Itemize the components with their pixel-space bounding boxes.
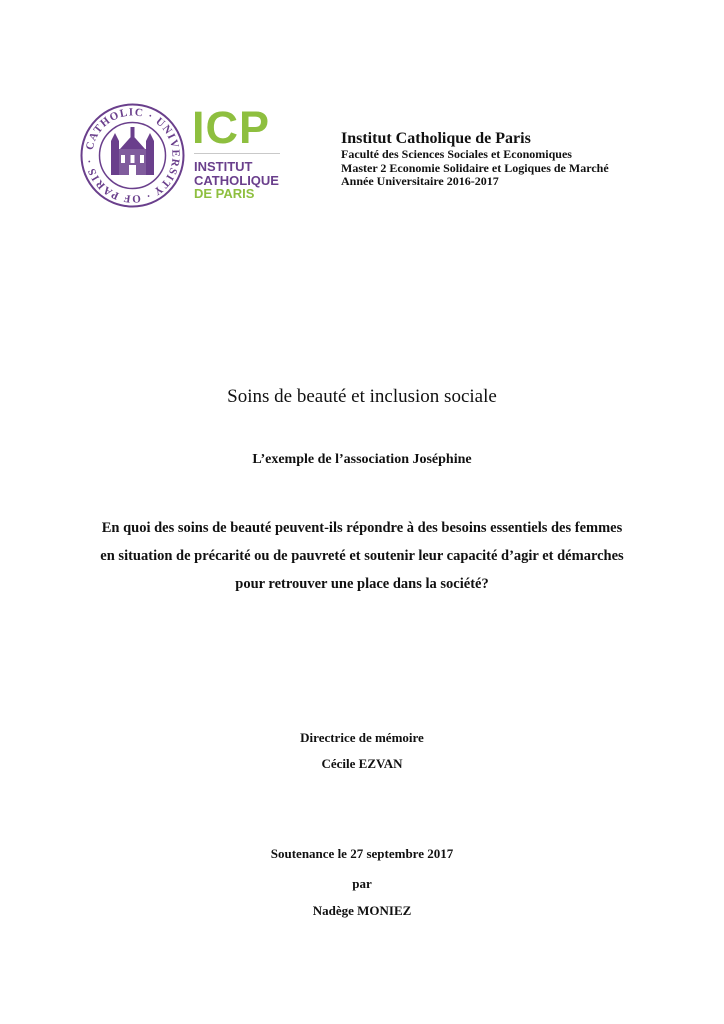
institution-header bbox=[341, 130, 609, 189]
academic-year: Année Universitaire 2016-2017 bbox=[341, 174, 499, 188]
question-line: pour retrouver une place dans la société? bbox=[235, 576, 489, 592]
by-label: par bbox=[352, 876, 372, 891]
thesis-subtitle: L’exemple de l’association Joséphine bbox=[252, 452, 472, 467]
university-seal-logo bbox=[80, 103, 185, 208]
supervisor-label: Directrice de mémoire bbox=[300, 730, 424, 745]
logo-line-catholique: CATHOLIQUE bbox=[194, 172, 279, 188]
logo-divider bbox=[194, 153, 280, 154]
svg-text:CATHOLIC · UNIVERSITY · OF PAR: CATHOLIC · UNIVERSITY · OF PARIS · bbox=[83, 106, 182, 205]
author-name: Nadège MONIEZ bbox=[312, 903, 412, 918]
research-question bbox=[0, 514, 724, 598]
supervisor-name: Cécile EZVAN bbox=[321, 756, 403, 771]
institution-name: Institut Catholique de Paris bbox=[341, 130, 531, 147]
master-program: Master 2 Economie Solidaire et Logiques de Marché bbox=[341, 160, 609, 175]
thesis-title: Soins de beauté et inclusion sociale bbox=[227, 386, 497, 407]
question-line: en situation de précarité ou de pauvreté et soutenir leur capacité d’agir et démarches bbox=[100, 548, 624, 564]
icp-logo bbox=[192, 102, 280, 201]
logo-line-institut: INSTITUT bbox=[194, 159, 253, 174]
logo-acronym: ICP bbox=[192, 102, 271, 153]
logo-line-de-paris: DE PARIS bbox=[194, 186, 255, 201]
defense-date: Soutenance le 27 septembre 2017 bbox=[270, 846, 454, 861]
faculty-name: Faculté des Sciences Sociales et Economiques bbox=[341, 147, 572, 161]
question-line: En quoi des soins de beauté peuvent-ils répondre à des besoins essentiels des femmes bbox=[101, 520, 623, 536]
